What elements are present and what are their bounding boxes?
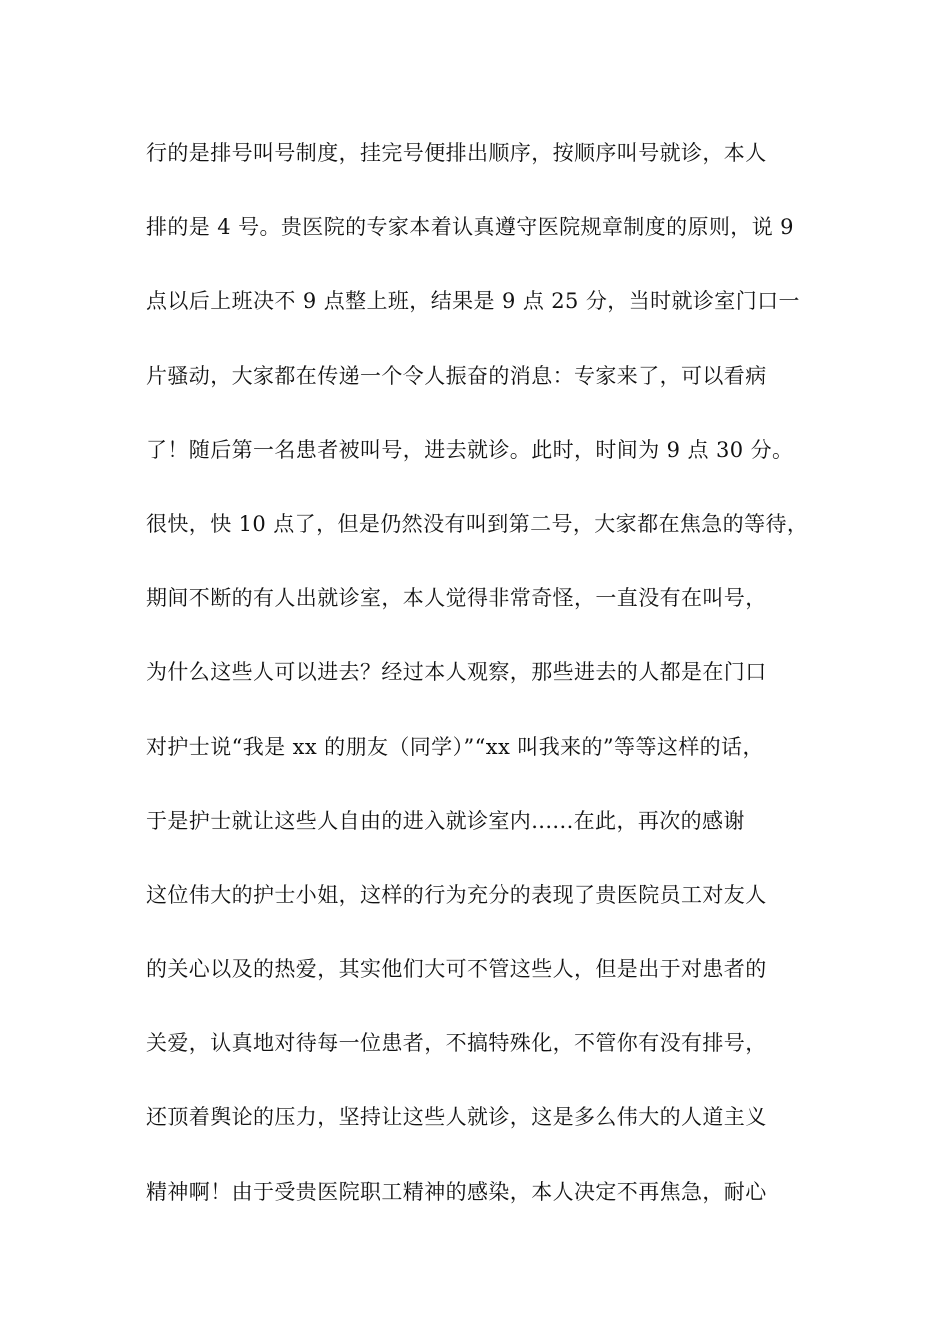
text-line: 这位伟大的护士小姐，这样的行为充分的表现了贵医院员工对友人 bbox=[146, 882, 767, 907]
body-text bbox=[146, 133, 846, 1246]
text-line: 很快，快 10 点了，但是仍然没有叫到第二号，大家都在焦急的等待， bbox=[146, 511, 809, 536]
text-line: 了！随后第一名患者被叫号，进去就诊。此时，时间为 9 点 30 分。 bbox=[146, 437, 794, 462]
text-line: 点以后上班决不 9 点整上班，结果是 9 点 25 分，当时就诊室门口一 bbox=[146, 289, 800, 314]
text-line: 于是护士就让这些人自由的进入就诊室内......在此，再次的感谢 bbox=[146, 808, 745, 833]
text-line: 对护士说“我是 xx 的朋友（同学）”“xx 叫我来的”等等这样的话， bbox=[146, 734, 764, 759]
text-line: 的关心以及的热爱，其实他们大可不管这些人，但是出于对患者的 bbox=[146, 957, 767, 982]
text-line: 关爱，认真地对待每一位患者，不搞特殊化，不管你有没有排号， bbox=[146, 1031, 767, 1056]
text-line: 期间不断的有人出就诊室，本人觉得非常奇怪，一直没有在叫号， bbox=[146, 586, 767, 611]
text-line: 还顶着舆论的压力，坚持让这些人就诊，这是多么伟大的人道主义 bbox=[146, 1105, 767, 1130]
text-line: 精神啊！由于受贵医院职工精神的感染，本人决定不再焦急，耐心 bbox=[146, 1179, 767, 1204]
text-line: 排的是 4 号。贵医院的专家本着认真遵守医院规章制度的原则，说 9 bbox=[146, 215, 794, 240]
text-line: 行的是排号叫号制度，挂完号便排出顺序，按顺序叫号就诊，本人 bbox=[146, 141, 767, 165]
text-line: 片骚动，大家都在传递一个令人振奋的消息：专家来了，可以看病 bbox=[146, 363, 767, 388]
text-line: 为什么这些人可以进去？经过本人观察，那些进去的人都是在门口 bbox=[146, 660, 767, 685]
